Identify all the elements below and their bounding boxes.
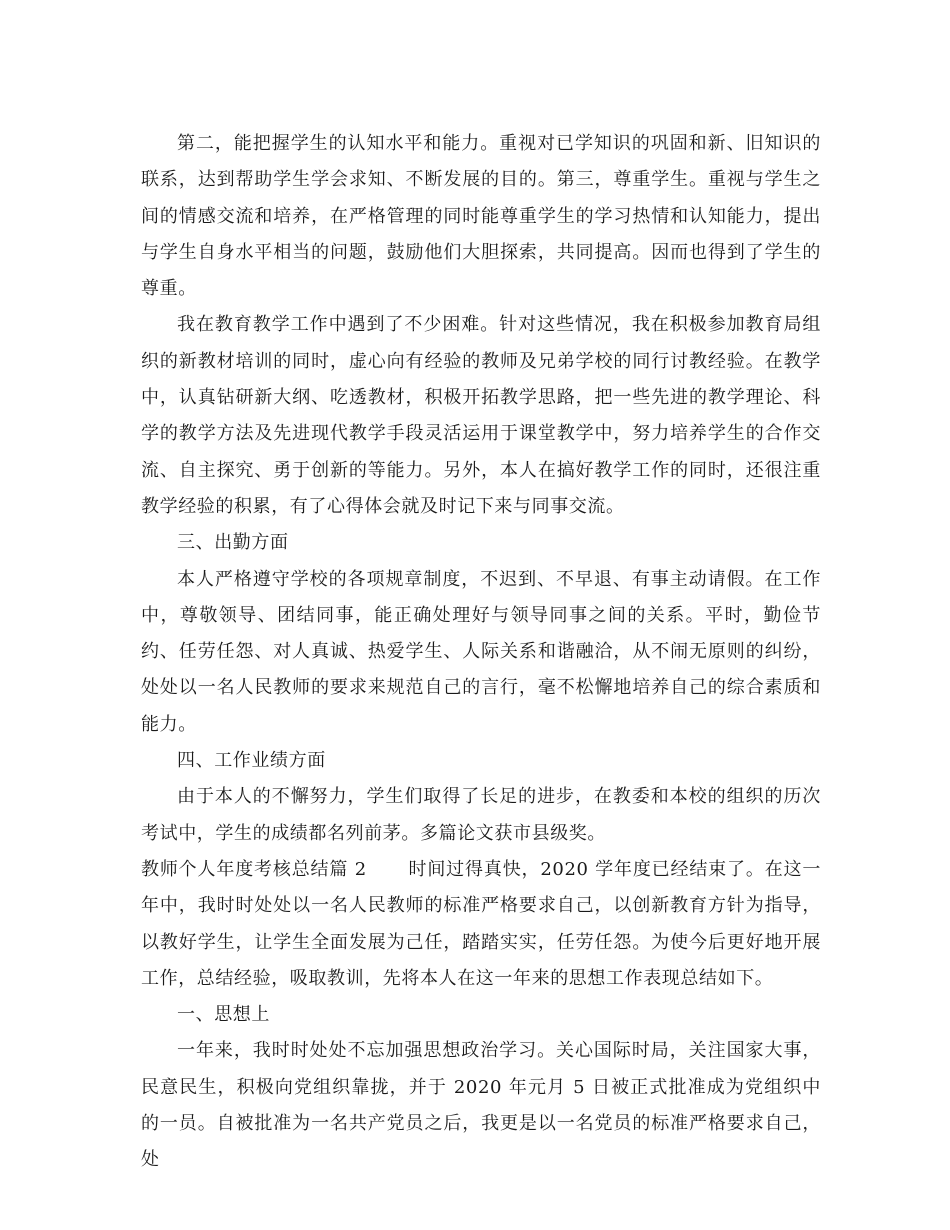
document-body	[141, 126, 821, 1179]
section2-title: 教师个人年度考核总结篇 2	[141, 858, 367, 880]
paragraph-difficulties: 我在教育教学工作中遇到了不少困难。针对这些情况，我在积极参加教育局组织的新教材培训的同时，虚心向有经验的教师及兄弟学校的同行讨教经验。在教学中，认真钻研新大纲、吃透教材，积极开拓教学思路，把一些先进的教学理论、科学的教学方法及先进现代教学手段灵活运用于课堂教学中，努力培养学生的合作交流、自主探究、勇于创新的等能力。另外，本人在搞好教学工作的同时，还很注重教学经验的积累，有了心得体会就及时记下来与同事交流。	[141, 314, 821, 517]
paragraph-ideology: 一年来，我时时处处不忘加强思想政治学习。关心国际时局，关注国家大事，民意民生，积极向党组织靠拢，并于 2020 年元月 5 日被正式批准成为党组织中的一员。自被批准为一名共产党员之后，我更是以一名党员的标准严格要求自己，处	[141, 1040, 821, 1171]
paragraph-section2-intro	[141, 852, 821, 997]
paragraph-attendance: 本人严格遵守学校的各项规章制度，不迟到、不早退、有事主动请假。在工作中，尊敬领导、团结同事，能正确处理好与领导同事之间的关系。平时，勤俭节约、任劳任怨、对人真诚、热爱学生、人际关系和谐融洽，从不闹无原则的纠纷，处处以一名人民教师的要求来规范自己的言行，毫不松懈地培养自己的综合素质和能力。	[141, 568, 821, 735]
paragraph-teaching-methods: 第二，能把握学生的认知水平和能力。重视对已学知识的巩固和新、旧知识的联系，达到帮助学生学会求知、不断发展的目的。第三，尊重学生。重视与学生之间的情感交流和培养，在严格管理的同时能尊重学生的学习热情和认知能力，提出与学生自身水平相当的问题，鼓励他们大胆探索，共同提高。因而也得到了学生的尊重。	[141, 133, 821, 300]
heading-ideology: 一、思想上	[177, 1004, 270, 1026]
heading-achievements: 四、工作业绩方面	[177, 750, 326, 772]
paragraph-achievements: 由于本人的不懈努力，学生们取得了长足的进步，在教委和本校的组织的历次考试中，学生的成绩都名列前茅。多篇论文获市县级奖。	[141, 786, 821, 844]
heading-attendance: 三、出勤方面	[177, 532, 289, 554]
section2-intro-text: 时间过得真快，2020 学年度已经结束了。在这一年中，我时时处处以一名人民教师的标准严格要求自己，以创新教育方针为指导，以教好学生，让学生全面发展为己任，踏踏实实，任劳任怨。为使今后更好地开展工作，总结经验，吸取教训，先将本人在这一年来的思想工作表现总结如下。	[141, 858, 821, 989]
